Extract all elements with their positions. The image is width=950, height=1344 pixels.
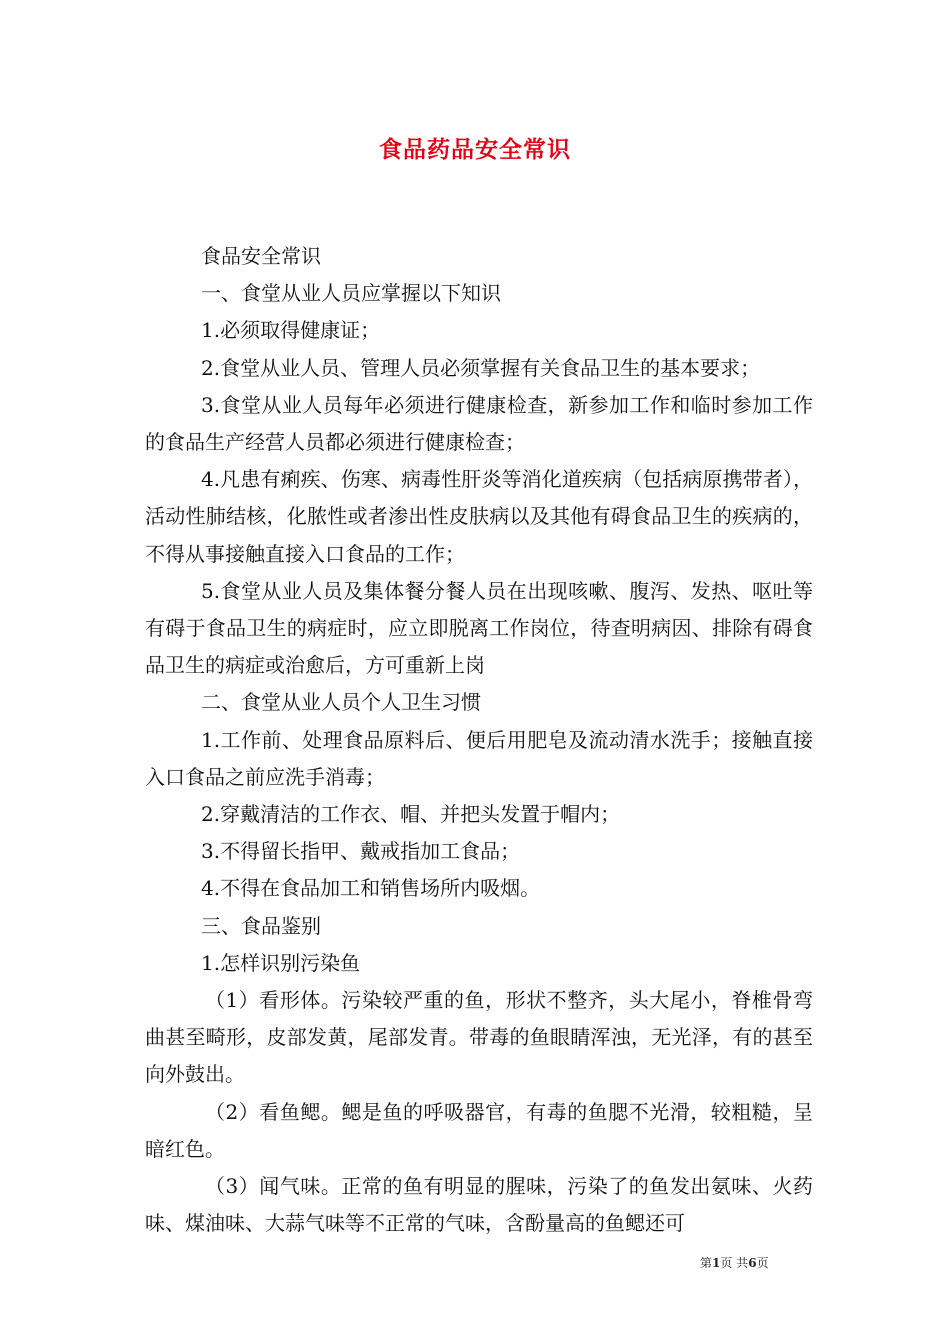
footer-current-page: 1 (712, 1256, 721, 1270)
document-body (145, 238, 813, 1242)
paragraph: 2.穿戴清洁的工作衣、帽、并把头发置于帽内； (201, 802, 621, 827)
paragraph: （3）闻气味。正常的鱼有明显的腥味，污染了的鱼发出氨味、火药味、煤油味、大蒜气味等不正常的气味，含酚量高的鱼鳃还可 (145, 1174, 813, 1236)
paragraph: 2.食堂从业人员、管理人员必须掌握有关食品卫生的基本要求； (201, 355, 761, 380)
paragraph: （2）看鱼鳃。鳃是鱼的呼吸器官，有毒的鱼腮不光滑，较粗糙，呈暗红色。 (145, 1099, 813, 1161)
paragraph: 食品安全常识 (201, 244, 321, 268)
footer-middle: 页 共 (720, 1256, 749, 1270)
paragraph: 三、食品鉴别 (201, 913, 321, 938)
paragraph: 4.凡患有痢疾、伤寒、病毒性肝炎等消化道疾病（包括病原携带者），活动性肺结核，化脓性或者渗出性皮肤病以及其他有碍食品卫生的疾病的，不得从事接触直接入口食品的工作； (145, 467, 813, 566)
document-title: 食品药品安全常识 (379, 136, 571, 163)
paragraph: 5.食堂从业人员及集体餐分餐人员在出现咳嗽、腹泻、发热、呕吐等有碍于食品卫生的病症时，应立即脱离工作岗位，待查明病因、排除有碍食品卫生的病症或治愈后，方可重新上岗 (145, 578, 813, 678)
paragraph: 3.不得留长指甲、戴戒指加工食品； (201, 839, 521, 864)
paragraph: 1.必须取得健康证； (201, 318, 381, 343)
paragraph: 1.怎样识别污染鱼 (201, 950, 361, 975)
paragraph: 一、食堂从业人员应掌握以下知识 (201, 281, 501, 306)
footer-prefix: 第 (700, 1256, 713, 1270)
footer-total-pages: 6 (748, 1256, 757, 1270)
paragraph: （1）看形体。污染较严重的鱼，形状不整齐，头大尾小，脊椎骨弯曲甚至畸形，皮部发黄，尾部发青。带毒的鱼眼睛浑浊，无光泽，有的甚至向外鼓出。 (145, 988, 813, 1087)
footer-suffix: 页 (756, 1256, 769, 1270)
paragraph: 1.工作前、处理食品原料后、便后用肥皂及流动清水洗手；接触直接入口食品之前应洗手消毒； (145, 727, 813, 789)
page-footer (700, 1254, 820, 1272)
paragraph: 4.不得在食品加工和销售场所内吸烟。 (201, 876, 541, 901)
paragraph: 二、食堂从业人员个人卫生习惯 (201, 690, 481, 715)
paragraph: 3.食堂从业人员每年必须进行健康检查，新参加工作和临时参加工作的食品生产经营人员都必须进行健康检查； (145, 392, 813, 455)
